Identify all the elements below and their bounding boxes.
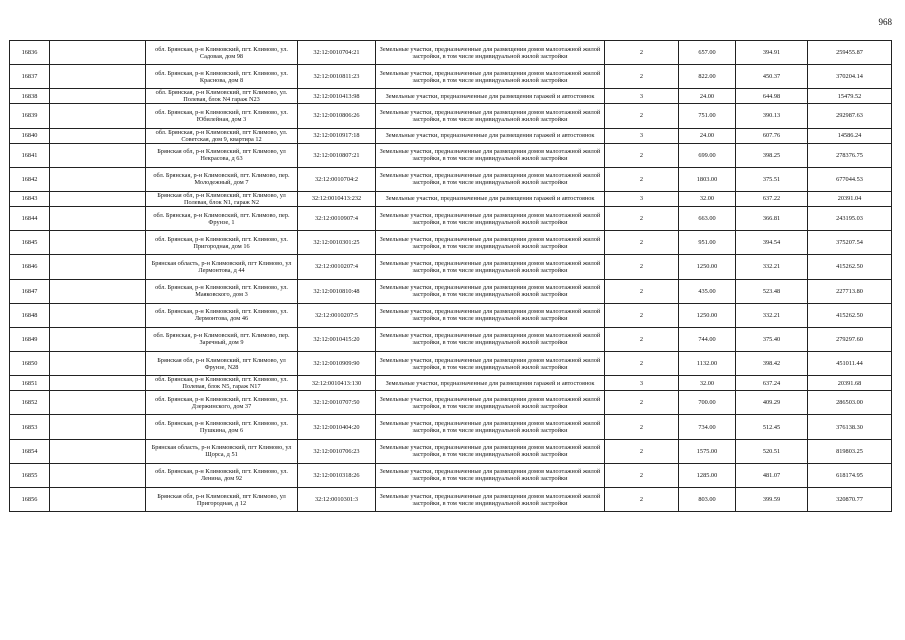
table-row	[10, 143, 892, 167]
group-cell: 2	[605, 104, 679, 128]
cadastral-number-cell: 32:12:0010706:23	[298, 439, 376, 463]
cadastral-value-cell: 376138.30	[808, 415, 892, 439]
cadastral-number-cell: 32:12:0010810:48	[298, 279, 376, 303]
group-cell: 3	[605, 89, 679, 104]
rate-cell: 394.91	[736, 41, 808, 65]
address-cell: обл. Брянская, р-н Климовский, пгт. Климово, ул. Полевая, блок N5, гараж N17	[146, 376, 298, 391]
table-row	[10, 65, 892, 89]
table-row	[10, 89, 892, 104]
row-id: 16836	[10, 41, 50, 65]
empty-cell	[50, 167, 146, 191]
cadastral-value-cell: 415262.50	[808, 255, 892, 279]
group-cell: 2	[605, 231, 679, 255]
land-use-cell: Земельные участки, предназначенные для размещения домов малоэтажной жилой застройки, в том числе индивидуальной жилой застройки	[376, 143, 605, 167]
empty-cell	[50, 104, 146, 128]
land-use-cell: Земельные участки, предназначенные для размещения гаражей и автостоянок	[376, 376, 605, 391]
cadastral-value-cell: 292987.63	[808, 104, 892, 128]
area-cell: 803.00	[679, 488, 736, 512]
cadastral-number-cell: 32:12:0010707:50	[298, 391, 376, 415]
address-cell: обл. Брянская, р-н Климовский, пгт. Климово, ул. Краснова, дом 8	[146, 65, 298, 89]
area-cell: 734.00	[679, 415, 736, 439]
address-cell: обл. Брянская, р-н Климовский, пгт. Климово, пер. Заречный, дом 9	[146, 327, 298, 351]
group-cell: 3	[605, 128, 679, 143]
cadastral-number-cell: 32:12:0010301:25	[298, 231, 376, 255]
land-use-cell: Земельные участки, предназначенные для размещения домов малоэтажной жилой застройки, в том числе индивидуальной жилой застройки	[376, 65, 605, 89]
rate-cell: 375.40	[736, 327, 808, 351]
cadastral-value-cell: 20391.68	[808, 376, 892, 391]
row-id: 16856	[10, 488, 50, 512]
group-cell: 2	[605, 488, 679, 512]
group-cell: 2	[605, 41, 679, 65]
cadastral-number-cell: 32:12:0010704:2	[298, 167, 376, 191]
table-body	[10, 41, 892, 512]
empty-cell	[50, 488, 146, 512]
table-row	[10, 104, 892, 128]
row-id: 16850	[10, 352, 50, 376]
land-use-cell: Земельные участки, предназначенные для размещения домов малоэтажной жилой застройки, в том числе индивидуальной жилой застройки	[376, 41, 605, 65]
rate-cell: 398.42	[736, 352, 808, 376]
group-cell: 2	[605, 65, 679, 89]
row-id: 16853	[10, 415, 50, 439]
row-id: 16846	[10, 255, 50, 279]
rate-cell: 375.51	[736, 167, 808, 191]
cadastral-number-cell: 32:12:0010806:26	[298, 104, 376, 128]
cadastral-number-cell: 32:12:0010811:23	[298, 65, 376, 89]
row-id: 16852	[10, 391, 50, 415]
group-cell: 2	[605, 391, 679, 415]
address-cell: обл. Брянская, р-н Климовский, пгт. Климово, ул. Ленина, дом 92	[146, 463, 298, 487]
area-cell: 1285.00	[679, 463, 736, 487]
address-cell: Брянская обл, р-н Климовский, пгт Климово, ул Пригородная, д 12	[146, 488, 298, 512]
table-row	[10, 191, 892, 206]
area-cell: 751.00	[679, 104, 736, 128]
empty-cell	[50, 463, 146, 487]
area-cell: 699.00	[679, 143, 736, 167]
land-use-cell: Земельные участки, предназначенные для размещения домов малоэтажной жилой застройки, в том числе индивидуальной жилой застройки	[376, 206, 605, 230]
land-use-cell: Земельные участки, предназначенные для размещения гаражей и автостоянок	[376, 89, 605, 104]
group-cell: 2	[605, 303, 679, 327]
cadastral-number-cell: 32:12:0010413:232	[298, 191, 376, 206]
area-cell: 1250.00	[679, 255, 736, 279]
cadastral-value-cell: 451011.44	[808, 352, 892, 376]
empty-cell	[50, 376, 146, 391]
group-cell: 2	[605, 352, 679, 376]
table-row	[10, 128, 892, 143]
cadastral-number-cell: 32:12:0010404:20	[298, 415, 376, 439]
group-cell: 2	[605, 439, 679, 463]
row-id: 16849	[10, 327, 50, 351]
area-cell: 32.00	[679, 376, 736, 391]
empty-cell	[50, 41, 146, 65]
group-cell: 2	[605, 143, 679, 167]
land-use-cell: Земельные участки, предназначенные для размещения домов малоэтажной жилой застройки, в том числе индивидуальной жилой застройки	[376, 255, 605, 279]
address-cell: Брянская область, р-н Климовский, пгт Климово, ул Лермонтова, д 44	[146, 255, 298, 279]
table-row	[10, 41, 892, 65]
cadastral-value-cell: 618174.95	[808, 463, 892, 487]
empty-cell	[50, 231, 146, 255]
table-row	[10, 391, 892, 415]
address-cell: Брянская обл, р-н Климовский, пгт Климово, ул Фрунзе, N28	[146, 352, 298, 376]
empty-cell	[50, 415, 146, 439]
cadastral-value-cell: 15479.52	[808, 89, 892, 104]
group-cell: 2	[605, 327, 679, 351]
cadastral-value-cell: 415262.50	[808, 303, 892, 327]
group-cell: 3	[605, 376, 679, 391]
cadastral-value-cell: 278376.75	[808, 143, 892, 167]
address-cell: Брянская обл, р-н Климовский, пгт Климово, ул Некрасова, д 63	[146, 143, 298, 167]
cadastral-number-cell: 32:12:0010704:21	[298, 41, 376, 65]
rate-cell: 450.37	[736, 65, 808, 89]
rate-cell: 390.13	[736, 104, 808, 128]
cadastral-number-cell: 32:12:0010415:20	[298, 327, 376, 351]
cadastral-number-cell: 32:12:0010907:4	[298, 206, 376, 230]
row-id: 16843	[10, 191, 50, 206]
empty-cell	[50, 391, 146, 415]
table-row	[10, 352, 892, 376]
rate-cell: 607.76	[736, 128, 808, 143]
land-use-cell: Земельные участки, предназначенные для размещения домов малоэтажной жилой застройки, в том числе индивидуальной жилой застройки	[376, 327, 605, 351]
table-row	[10, 376, 892, 391]
address-cell: обл. Брянская, р-н Климовский, пгт. Климово, ул. Дзержинского, дом 37	[146, 391, 298, 415]
cadastral-value-cell: 259455.87	[808, 41, 892, 65]
row-id: 16855	[10, 463, 50, 487]
page-number: 968	[878, 17, 892, 27]
cadastral-number-cell: 32:12:0010318:26	[298, 463, 376, 487]
row-id: 16844	[10, 206, 50, 230]
group-cell: 3	[605, 191, 679, 206]
group-cell: 2	[605, 167, 679, 191]
address-cell: обл. Брянская, р-н Климовский, пгт. Климово, пер. Фрунзе, 1	[146, 206, 298, 230]
rate-cell: 644.98	[736, 89, 808, 104]
area-cell: 744.00	[679, 327, 736, 351]
cadastral-value-cell: 375207.54	[808, 231, 892, 255]
land-use-cell: Земельные участки, предназначенные для размещения домов малоэтажной жилой застройки, в том числе индивидуальной жилой застройки	[376, 231, 605, 255]
group-cell: 2	[605, 255, 679, 279]
land-use-cell: Земельные участки, предназначенные для размещения домов малоэтажной жилой застройки, в том числе индивидуальной жилой застройки	[376, 167, 605, 191]
rate-cell: 512.45	[736, 415, 808, 439]
empty-cell	[50, 128, 146, 143]
cadastral-number-cell: 32:12:0010207:4	[298, 255, 376, 279]
rate-cell: 366.81	[736, 206, 808, 230]
land-valuation-table	[9, 40, 892, 512]
rate-cell: 332.21	[736, 255, 808, 279]
address-cell: Брянская обл, р-н Климовский, пгт Климово, ул Полевая, блок N1, гараж N2	[146, 191, 298, 206]
row-id: 16838	[10, 89, 50, 104]
table-row	[10, 327, 892, 351]
table-row	[10, 488, 892, 512]
empty-cell	[50, 89, 146, 104]
rate-cell: 399.59	[736, 488, 808, 512]
row-id: 16842	[10, 167, 50, 191]
rate-cell: 520.51	[736, 439, 808, 463]
table-row	[10, 439, 892, 463]
land-use-cell: Земельные участки, предназначенные для размещения гаражей и автостоянок	[376, 128, 605, 143]
land-use-cell: Земельные участки, предназначенные для размещения домов малоэтажной жилой застройки, в том числе индивидуальной жилой застройки	[376, 279, 605, 303]
cadastral-value-cell: 14586.24	[808, 128, 892, 143]
rate-cell: 398.25	[736, 143, 808, 167]
empty-cell	[50, 191, 146, 206]
table-row	[10, 167, 892, 191]
row-id: 16851	[10, 376, 50, 391]
row-id: 16847	[10, 279, 50, 303]
row-id: 16845	[10, 231, 50, 255]
area-cell: 24.00	[679, 89, 736, 104]
area-cell: 1132.00	[679, 352, 736, 376]
area-cell: 700.00	[679, 391, 736, 415]
rate-cell: 523.48	[736, 279, 808, 303]
address-cell: обл. Брянская, р-н Климовский, пгт Климово, ул. Советская, дом 9, квартира 12	[146, 128, 298, 143]
address-cell: обл. Брянская, р-н Климовский, пгт. Климово, ул. Пригородная, дом 16	[146, 231, 298, 255]
address-cell: Брянская область, р-н Климовский, пгт Климово, ул Щорса, д 51	[146, 439, 298, 463]
area-cell: 657.00	[679, 41, 736, 65]
cadastral-value-cell: 370204.14	[808, 65, 892, 89]
row-id: 16854	[10, 439, 50, 463]
land-use-cell: Земельные участки, предназначенные для размещения домов малоэтажной жилой застройки, в том числе индивидуальной жилой застройки	[376, 303, 605, 327]
rate-cell: 481.07	[736, 463, 808, 487]
row-id: 16848	[10, 303, 50, 327]
area-cell: 1575.00	[679, 439, 736, 463]
rate-cell: 332.21	[736, 303, 808, 327]
land-use-cell: Земельные участки, предназначенные для размещения домов малоэтажной жилой застройки, в том числе индивидуальной жилой застройки	[376, 463, 605, 487]
cadastral-value-cell: 819803.25	[808, 439, 892, 463]
row-id: 16840	[10, 128, 50, 143]
cadastral-number-cell: 32:12:0010301:3	[298, 488, 376, 512]
area-cell: 1250.00	[679, 303, 736, 327]
table-row	[10, 255, 892, 279]
cadastral-value-cell: 279297.60	[808, 327, 892, 351]
table-row	[10, 303, 892, 327]
cadastral-number-cell: 32:12:0010413:130	[298, 376, 376, 391]
land-use-cell: Земельные участки, предназначенные для размещения домов малоэтажной жилой застройки, в том числе индивидуальной жилой застройки	[376, 488, 605, 512]
address-cell: обл. Брянская, р-н Климовский, пгт. Климово, пер. Молодежный, дом 7	[146, 167, 298, 191]
area-cell: 663.00	[679, 206, 736, 230]
table-row	[10, 463, 892, 487]
empty-cell	[50, 352, 146, 376]
address-cell: обл. Брянская, р-н Климовский, пгт. Климово, ул. Садовая, дом 98	[146, 41, 298, 65]
cadastral-value-cell: 677044.53	[808, 167, 892, 191]
area-cell: 24.00	[679, 128, 736, 143]
area-cell: 1803.00	[679, 167, 736, 191]
cadastral-number-cell: 32:12:0010413:98	[298, 89, 376, 104]
area-cell: 951.00	[679, 231, 736, 255]
land-use-cell: Земельные участки, предназначенные для размещения домов малоэтажной жилой застройки, в том числе индивидуальной жилой застройки	[376, 391, 605, 415]
group-cell: 2	[605, 279, 679, 303]
rate-cell: 637.22	[736, 191, 808, 206]
empty-cell	[50, 439, 146, 463]
land-use-cell: Земельные участки, предназначенные для размещения домов малоэтажной жилой застройки, в том числе индивидуальной жилой застройки	[376, 104, 605, 128]
land-use-cell: Земельные участки, предназначенные для размещения домов малоэтажной жилой застройки, в том числе индивидуальной жилой застройки	[376, 352, 605, 376]
cadastral-number-cell: 32:12:0010807:21	[298, 143, 376, 167]
address-cell: обл. Брянская, р-н Климовский, пгт. Климово, ул. Юбилейная, дом 3	[146, 104, 298, 128]
empty-cell	[50, 303, 146, 327]
empty-cell	[50, 255, 146, 279]
row-id: 16839	[10, 104, 50, 128]
cadastral-value-cell: 243195.03	[808, 206, 892, 230]
address-cell: обл. Брянская, р-н Климовский, пгт. Климово, ул. Пушкина, дом 6	[146, 415, 298, 439]
table-row	[10, 231, 892, 255]
group-cell: 2	[605, 415, 679, 439]
empty-cell	[50, 279, 146, 303]
group-cell: 2	[605, 206, 679, 230]
address-cell: обл. Брянская, р-н Климовский, пгт. Климово, ул. Маяковского, дом 3	[146, 279, 298, 303]
cadastral-number-cell: 32:12:0010917:18	[298, 128, 376, 143]
address-cell: обл. Брянская, р-н Климовский, пгт. Климово, ул. Лермонтова, дом 46	[146, 303, 298, 327]
area-cell: 435.00	[679, 279, 736, 303]
land-use-cell: Земельные участки, предназначенные для размещения домов малоэтажной жилой застройки, в том числе индивидуальной жилой застройки	[376, 439, 605, 463]
rate-cell: 394.54	[736, 231, 808, 255]
area-cell: 32.00	[679, 191, 736, 206]
cadastral-number-cell: 32:12:0010207:5	[298, 303, 376, 327]
cadastral-value-cell: 286503.00	[808, 391, 892, 415]
cadastral-value-cell: 20391.04	[808, 191, 892, 206]
group-cell: 2	[605, 463, 679, 487]
land-use-cell: Земельные участки, предназначенные для размещения гаражей и автостоянок	[376, 191, 605, 206]
table-row	[10, 415, 892, 439]
area-cell: 822.00	[679, 65, 736, 89]
table-row	[10, 206, 892, 230]
empty-cell	[50, 143, 146, 167]
address-cell: обл. Брянская, р-н Климовский, пгт Климово, ул. Полевая, блок N4 гараж N23	[146, 89, 298, 104]
row-id: 16841	[10, 143, 50, 167]
table-row	[10, 279, 892, 303]
empty-cell	[50, 327, 146, 351]
cadastral-number-cell: 32:12:0010909:90	[298, 352, 376, 376]
rate-cell: 409.29	[736, 391, 808, 415]
empty-cell	[50, 206, 146, 230]
rate-cell: 637.24	[736, 376, 808, 391]
cadastral-value-cell: 227713.80	[808, 279, 892, 303]
cadastral-value-cell: 320870.77	[808, 488, 892, 512]
row-id: 16837	[10, 65, 50, 89]
empty-cell	[50, 65, 146, 89]
land-use-cell: Земельные участки, предназначенные для размещения домов малоэтажной жилой застройки, в том числе индивидуальной жилой застройки	[376, 415, 605, 439]
